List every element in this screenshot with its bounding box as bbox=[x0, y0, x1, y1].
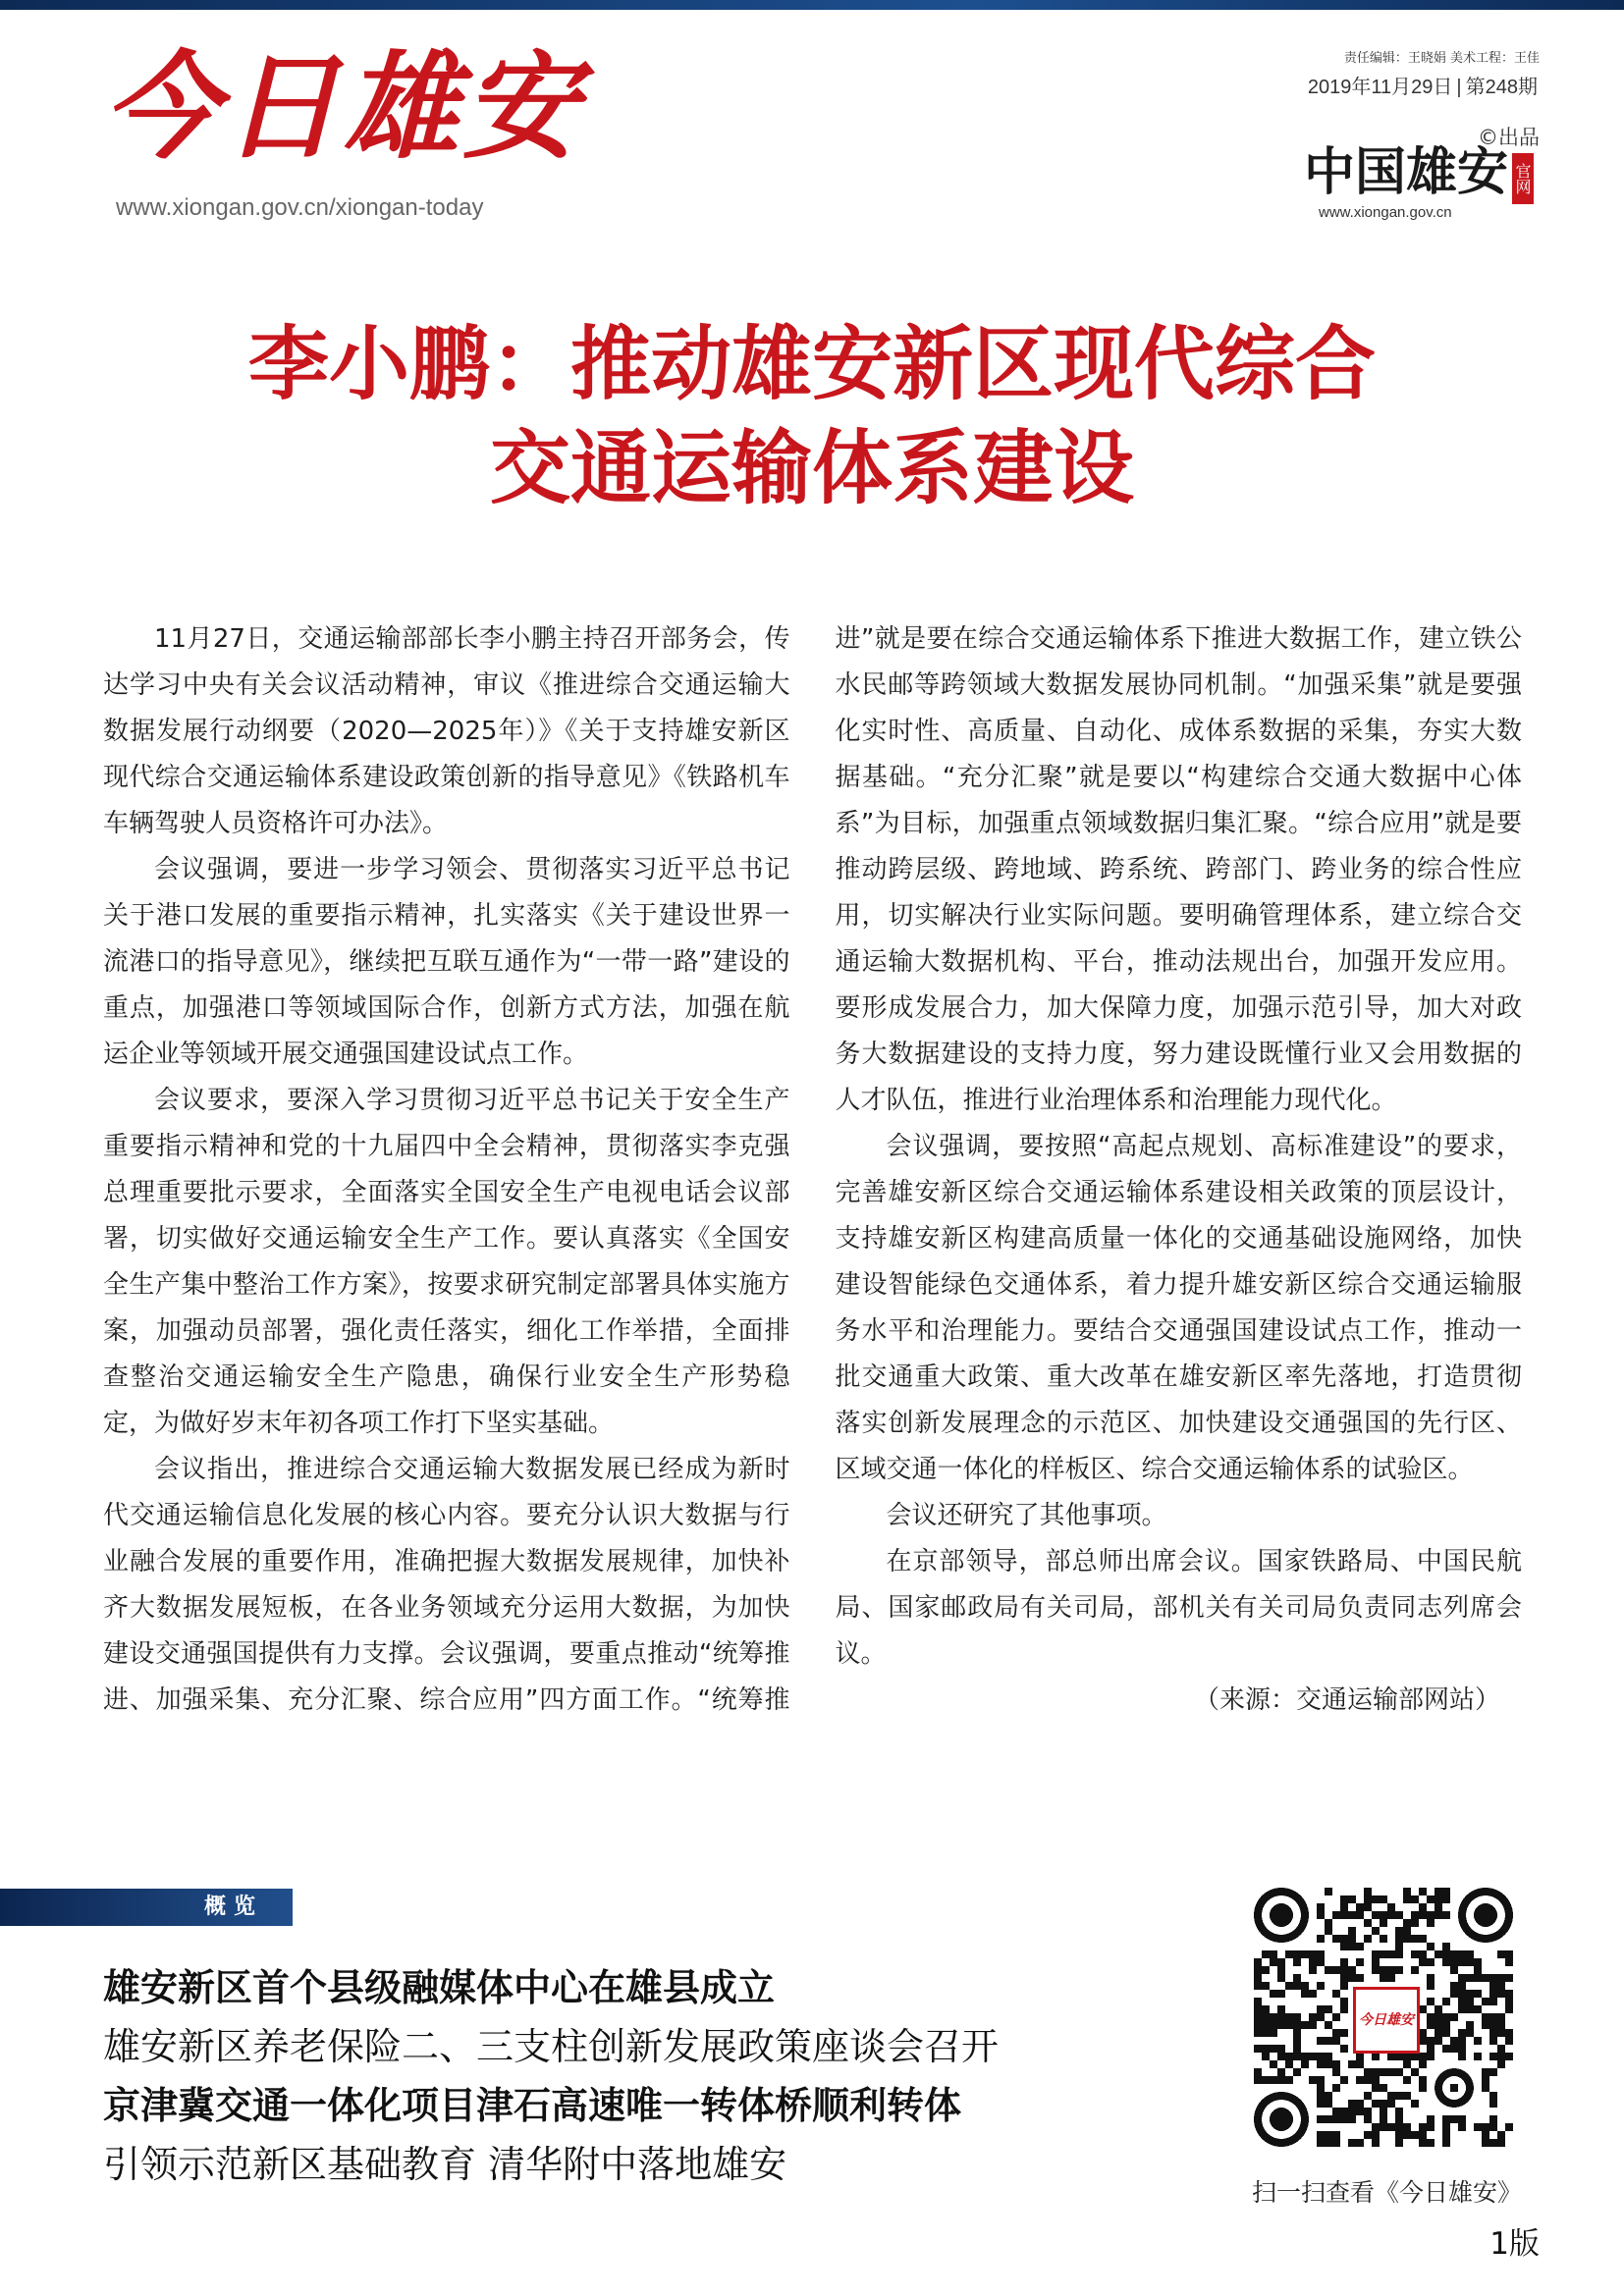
article-paragraph: 会议强调，要进一步学习领会、贯彻落实习近平总书记关于港口发展的重要指示精神，扎实落实《关于建设世界一流港口的指导意见》，继续把互联互通作为“一带一路”建设的重点，加强港口等领域国际合作，创新方式方法，加强在航运企业等领域开展交通强国建设试点工作。 bbox=[103, 855, 790, 1069]
article-body bbox=[103, 616, 1522, 1765]
issue-separator: | bbox=[1456, 77, 1462, 98]
article-paragraph: 在京部领导，部总师出席会议。国家铁路局、中国民航局、国家邮政局有关司局，部机关有关司局负责同志列席会议。 bbox=[835, 1547, 1522, 1669]
overview-label bbox=[0, 1889, 293, 1926]
overview-label-text: 概览 bbox=[203, 1895, 263, 1919]
issue-date: 2019年11月29日 bbox=[1307, 77, 1453, 98]
article-paragraph: 11月27日，交通运输部部长李小鹏主持召开部务会，传达学习中央有关会议活动精神，审议《推进综合交通运输大数据发展行动纲要（2020—2025年）》《关于支持雄安新区现代综合交通运输体系建设政策创新的指导意见》《铁路机车车辆驾驶人员资格许可办法》。 bbox=[103, 624, 790, 838]
qr-finder-top-right bbox=[1458, 1888, 1513, 1943]
china-xiongan-logo: 中国雄安 bbox=[1304, 142, 1509, 202]
article-headline bbox=[0, 312, 1624, 520]
official-site-seal: 官网 bbox=[1512, 153, 1534, 204]
news-item[interactable]: 雄安新区首个县级融媒体中心在雄县成立 bbox=[103, 1966, 776, 2009]
issue-number: 第248期 bbox=[1465, 77, 1538, 98]
qr-finder-bottom-right bbox=[1435, 2068, 1474, 2108]
news-item[interactable]: 雄安新区养老保险二、三支柱创新发展政策座谈会召开 bbox=[103, 2025, 1000, 2068]
headline-line-1: 李小鹏：推动雄安新区现代综合 bbox=[247, 317, 1376, 411]
news-item[interactable]: 引领示范新区基础教育 清华附中落地雄安 bbox=[103, 2143, 787, 2186]
qr-center-logo: 今日雄安 bbox=[1353, 1987, 1420, 2054]
page-number: 1版 bbox=[1489, 2226, 1540, 2262]
article-paragraph: 会议要求，要深入学习贯彻习近平总书记关于安全生产重要指示精神和党的十九届四中全会精神，贯彻落实李克强总理重要批示要求，全面落实全国安全生产电视电话会议部署，切实做好交通运输安全生产工作。要认真落实《全国安全生产集中整治工作方案》，按要求研究制定部署具体实施方案，加强动员部署，强化责任落实，细化工作举措，全面排查整治交通运输安全生产隐患，确保行业安全生产形势稳定，为做好岁末年初各项工作打下坚实基础。 bbox=[103, 1086, 790, 1438]
headline-line-2: 交通运输体系建设 bbox=[489, 421, 1134, 515]
qr-caption: 扫一扫查看《今日雄安》 bbox=[1252, 2178, 1523, 2207]
article-paragraph: 会议强调，要按照“高起点规划、高标准建设”的要求，完善雄安新区综合交通运输体系建设相关政策的顶层设计，支持雄安新区构建高质量一体化的交通基础设施网络，加快建设智能绿色交通体系，着力提升雄安新区综合交通运输服务水平和治理能力。要结合交通强国建设试点工作，推动一批交通重大政策、重大改革在雄安新区率先落地，打造贯彻落实创新发展理念的示范区、加快建设交通强国的先行区、区域交通一体化的样板区、综合交通运输体系的试验区。 bbox=[835, 1132, 1522, 1484]
article-paragraph: 会议还研究了其他事项。 bbox=[886, 1501, 1167, 1530]
china-xiongan-url[interactable]: www.xiongan.gov.cn bbox=[1319, 204, 1452, 221]
top-color-bar bbox=[0, 0, 1624, 10]
editor-credits: 责任编辑：王晓娟 美术工程：王佳 bbox=[1343, 51, 1540, 66]
news-item[interactable]: 京津冀交通一体化项目津石高速唯一转体桥顺利转体 bbox=[103, 2084, 962, 2127]
masthead-url[interactable]: www.xiongan.gov.cn/xiongan-today bbox=[116, 194, 484, 221]
qr-finder-bottom-left bbox=[1254, 2092, 1309, 2147]
masthead-logo: 今日雄安 bbox=[103, 38, 583, 175]
article-source: （来源：交通运输部网站） bbox=[1193, 1685, 1500, 1715]
issue-info bbox=[1306, 71, 1540, 99]
article-paragraph: 会议指出，推进综合交通运输大数据发展已经成为新时代交通运输信息化发展的核心内容。要充分认识大数据与行业融合发展的重要作用，准确把握大数据发展规律，加快补齐大数据发展短板，在各业务领域充分运用大数据，为加快建设交通强国提供有力支撑。会议强调，要重点推动“统筹推进、加强采集、充分汇聚、综合应用”四方面工作。“统筹推进”就是要在综合交通运输体系下推进大数据工作，建立铁公水民邮等跨领域大数据发展协同机制。“加强采集”就是要强化实时性、高质量、自动化、成体系数据的采集，夯实大数据基础。“充分汇聚”就是要以“构建综合交通大数据中心体系”为目标，加强重点领域数据归集汇聚。“综合应用”就是要推动跨层级、跨地域、跨系统、跨部门、跨业务的综合性应用，切实解决行业实际问题。要明确管理体系，建立综合交通运输大数据机构、平台，推动法规出台，加强开发应用。要形成发展合力，加大保障力度，加强示范引导，加大对政务大数据建设的支持力度，努力建设既懂行业又会用数据的人才队伍，推进行业治理体系和治理能力现代化。 bbox=[103, 624, 1522, 1715]
qr-finder-top-left bbox=[1254, 1888, 1309, 1943]
overview-news-list bbox=[103, 1958, 1183, 2194]
producer-credit: ©出品 bbox=[1478, 126, 1540, 149]
